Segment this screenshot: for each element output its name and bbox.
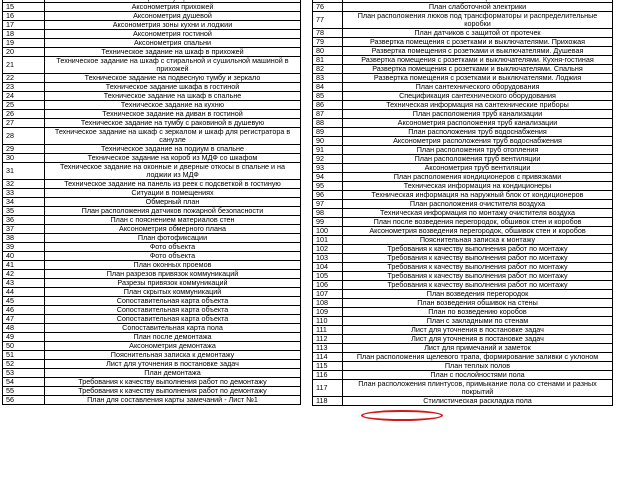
table-row: [313, 272, 613, 281]
sheet-number-cell: 115: [313, 362, 343, 371]
sheet-number-cell: 91: [313, 146, 343, 155]
sheet-number-cell: 49: [3, 333, 45, 342]
sheet-title-cell: Техническое задание на шкаф с зеркалом и шкаф для регистратора в санузле: [45, 128, 301, 145]
sheet-title-cell: План после демонтажа: [45, 333, 301, 342]
sheet-title-cell: План расположения труб водоснабжения: [343, 128, 613, 137]
sheet-number-cell: 18: [3, 30, 45, 39]
table-row: [3, 252, 301, 261]
sheet-number-cell: 38: [3, 234, 45, 243]
sheet-title-cell: План расположения плинтусов, примыкание пола со стенами и разных покрытий: [343, 380, 613, 397]
table-row: [313, 182, 613, 191]
sheet-title-cell: План возведения перегородок: [343, 290, 613, 299]
table-row: [313, 218, 613, 227]
table-row: [3, 39, 301, 48]
table-row: [3, 74, 301, 83]
sheet-number-cell: 82: [313, 65, 343, 74]
sheet-number-cell: 17: [3, 21, 45, 30]
sheet-title-cell: Техническое задание на диван в гостиной: [45, 110, 301, 119]
sheet-number-cell: 22: [3, 74, 45, 83]
sheet-number-cell: 39: [3, 243, 45, 252]
sheet-title-cell: Лист для уточнения в постановке задач: [343, 335, 613, 344]
table-row: [313, 227, 613, 236]
sheet-number-cell: 40: [3, 252, 45, 261]
sheet-number-cell: 105: [313, 272, 343, 281]
table-row: [313, 335, 613, 344]
sheet-number-cell: 54: [3, 378, 45, 387]
sheet-title-cell: Аксонометрия зоны кухни и лоджии: [45, 21, 301, 30]
table-row: [3, 12, 301, 21]
sheet-title-cell: Техническая информация на кондиционеры: [343, 182, 613, 191]
sheet-title-cell: План теплых полов: [343, 362, 613, 371]
sheet-title-cell: Аксонометрия труб вентиляции: [343, 164, 613, 173]
sheet-number-cell: 77: [313, 12, 343, 29]
table-row: [3, 145, 301, 154]
sheet-number-cell: 106: [313, 281, 343, 290]
table-row: [3, 360, 301, 369]
sheet-title-cell: Техническое задание на панель из реек с подсветкой в гостиную: [45, 180, 301, 189]
sheet-title-cell: Пояснительная записка к монтажу: [343, 236, 613, 245]
sheet-number-cell: 112: [313, 335, 343, 344]
sheet-number-cell: 97: [313, 200, 343, 209]
table-row: [3, 369, 301, 378]
table-row: [313, 74, 613, 83]
sheet-number-cell: 80: [313, 47, 343, 56]
table-row: [3, 48, 301, 57]
sheet-number-cell: 52: [3, 360, 45, 369]
sheet-number-cell: 98: [313, 209, 343, 218]
sheet-number-cell: 87: [313, 110, 343, 119]
sheet-number-cell: 110: [313, 317, 343, 326]
sheet-title-cell: Техническое задание на шкаф в прихожей: [45, 48, 301, 57]
sheet-title-cell: Стилистическая раскладка пола: [343, 397, 613, 406]
sheet-number-cell: 113: [313, 344, 343, 353]
table-row: [313, 281, 613, 290]
table-row: [3, 315, 301, 324]
sheet-number-cell: 50: [3, 342, 45, 351]
table-row: [3, 216, 301, 225]
sheet-number-cell: 108: [313, 299, 343, 308]
sheet-title-cell: План расположения люков под трансформаторы и распределительные коробки: [343, 12, 613, 29]
sheet-number-cell: 104: [313, 263, 343, 272]
table-row: [313, 397, 613, 406]
table-row: [313, 317, 613, 326]
sheet-title-cell: Аксонометрия расположения труб водоснабжения: [343, 137, 613, 146]
sheet-title-cell: План оконных проемов: [45, 261, 301, 270]
table-row: [313, 29, 613, 38]
table-row: [313, 353, 613, 362]
sheet-title-cell: План расположения кондиционеров с привязками: [343, 173, 613, 182]
table-row: [313, 371, 613, 380]
sheet-number-cell: 116: [313, 371, 343, 380]
sheet-title-cell: Аксонометрия расположения труб канализации: [343, 119, 613, 128]
table-row: [3, 21, 301, 30]
sheet-title-cell: Развертка помещения с розетками и выключателями. Кухня-гостиная: [343, 56, 613, 65]
right-schedule-column: [312, 0, 613, 406]
sheet-number-cell: 101: [313, 236, 343, 245]
table-row: [313, 308, 613, 317]
sheet-number-cell: 32: [3, 180, 45, 189]
table-row: [3, 396, 301, 405]
sheet-title-cell: Лист для уточнения в постановке задач: [45, 360, 301, 369]
table-row: [313, 299, 613, 308]
sheet-title-cell: Требования к качеству выполнения работ по монтажу: [343, 281, 613, 290]
table-row: [3, 234, 301, 243]
sheet-title-cell: Развертка помещения с розетками и выключателями. Спальня: [343, 65, 613, 74]
sheet-title-cell: Фото объекта: [45, 252, 301, 261]
sheet-title-cell: Развертка помещения с розетками и выключателями. Прихожая: [343, 38, 613, 47]
table-row: [3, 92, 301, 101]
sheet-number-cell: 51: [3, 351, 45, 360]
sheet-title-cell: Техническое задание на подвесную тумбу и зеркало: [45, 74, 301, 83]
sheet-number-cell: 24: [3, 92, 45, 101]
sheet-number-cell: 37: [3, 225, 45, 234]
drawing-list-table-right: [312, 0, 613, 406]
table-row: [313, 12, 613, 29]
sheet-number-cell: 23: [3, 83, 45, 92]
table-row: [313, 92, 613, 101]
table-row: [313, 326, 613, 335]
sheet-title-cell: Техническое задание на подиум в спальне: [45, 145, 301, 154]
sheet-title-cell: Развертка помещения с розетками и выключателями. Лоджия: [343, 74, 613, 83]
sheet-number-cell: 79: [313, 38, 343, 47]
table-row: [3, 154, 301, 163]
table-row: [313, 200, 613, 209]
table-row: [3, 225, 301, 234]
sheet-number-cell: 99: [313, 218, 343, 227]
sheet-title-cell: План демонтажа: [45, 369, 301, 378]
sheet-title-cell: Лист для примечаний и заметок: [343, 344, 613, 353]
sheet-number-cell: 56: [3, 396, 45, 405]
table-row: [3, 163, 301, 180]
sheet-title-cell: План расположения щелевого трапа, формирование заливки с уклоном: [343, 353, 613, 362]
sheet-number-cell: 33: [3, 189, 45, 198]
sheet-number-cell: 36: [3, 216, 45, 225]
sheet-title-cell: Требования к качеству выполнения работ по монтажу: [343, 245, 613, 254]
sheet-number-cell: 45: [3, 297, 45, 306]
sheet-title-cell: Сопоставительная карта пола: [45, 324, 301, 333]
sheet-number-cell: 102: [313, 245, 343, 254]
sheet-number-cell: 92: [313, 155, 343, 164]
sheet-title-cell: Техническое задание на короб из МДФ со шкафом: [45, 154, 301, 163]
sheet-number-cell: 94: [313, 173, 343, 182]
sheet-number-cell: 43: [3, 279, 45, 288]
sheet-number-cell: 28: [3, 128, 45, 145]
table-row: [3, 30, 301, 39]
sheet-number-cell: 96: [313, 191, 343, 200]
sheet-number-cell: 76: [313, 3, 343, 12]
table-row: [3, 297, 301, 306]
table-row: [3, 128, 301, 145]
sheet-title-cell: Техническое задание шкафа в гостиной: [45, 83, 301, 92]
table-row: [313, 83, 613, 92]
table-row: [3, 83, 301, 92]
sheet-number-cell: 100: [313, 227, 343, 236]
sheet-number-cell: 44: [3, 288, 45, 297]
sheet-number-cell: 48: [3, 324, 45, 333]
table-row: [313, 65, 613, 74]
sheet-number-cell: 85: [313, 92, 343, 101]
sheet-title-cell: Сопоставительная карта объекта: [45, 315, 301, 324]
sheet-number-cell: 30: [3, 154, 45, 163]
table-row: [3, 306, 301, 315]
table-row: [3, 110, 301, 119]
table-row: [313, 173, 613, 182]
sheet-number-cell: 25: [3, 101, 45, 110]
sheet-title-cell: Аксонометрия спальни: [45, 39, 301, 48]
table-row: [3, 180, 301, 189]
sheet-number-cell: 86: [313, 101, 343, 110]
sheet-number-cell: 16: [3, 12, 45, 21]
sheet-title-cell: Аксонометрия возведения перегородок, обшивок стен и коробов: [343, 227, 613, 236]
sheet-title-cell: Сопоставительная карта объекта: [45, 297, 301, 306]
sheet-number-cell: 103: [313, 254, 343, 263]
sheet-title-cell: План для составления карты замечаний - Лист №1: [45, 396, 301, 405]
sheet-title-cell: План с закладными по стенам: [343, 317, 613, 326]
sheet-title-cell: Требования к качеству выполнения работ по монтажу: [343, 254, 613, 263]
sheet-title-cell: Ситуации в помещениях: [45, 189, 301, 198]
sheet-title-cell: Требования к качеству выполнения работ по монтажу: [343, 263, 613, 272]
table-row: [3, 101, 301, 110]
sheet-title-cell: Аксонометрия прихожей: [45, 3, 301, 12]
table-row: [3, 342, 301, 351]
sheet-title-cell: Обмерный план: [45, 198, 301, 207]
sheet-title-cell: Техническое задание на шкаф с стиральной и сушильной машиной в прихожей: [45, 57, 301, 74]
sheet-title-cell: Требования к качеству выполнения работ по демонтажу: [45, 378, 301, 387]
table-row: [3, 351, 301, 360]
sheet-number-cell: 26: [3, 110, 45, 119]
table-row: [313, 254, 613, 263]
sheet-number-cell: 111: [313, 326, 343, 335]
sheet-title-cell: Техническое задание на оконные и дверные откосы в спальне и на лоджии из МДФ: [45, 163, 301, 180]
table-row: [313, 362, 613, 371]
drawing-list-table-left: [2, 0, 301, 405]
sheet-number-cell: 93: [313, 164, 343, 173]
table-row: [313, 110, 613, 119]
sheet-number-cell: 114: [313, 353, 343, 362]
sheet-title-cell: Спецификация сантехнического оборудования: [343, 92, 613, 101]
table-row: [313, 191, 613, 200]
table-row: [3, 198, 301, 207]
sheet-title-cell: Техническое задание на шкаф в спальне: [45, 92, 301, 101]
table-row: [3, 324, 301, 333]
table-row: [313, 236, 613, 245]
sheet-title-cell: План слаботочной электрики: [343, 3, 613, 12]
sheet-title-cell: Требования к качеству выполнения работ по монтажу: [343, 272, 613, 281]
sheet-number-cell: 41: [3, 261, 45, 270]
table-row: [313, 263, 613, 272]
table-row: [3, 279, 301, 288]
table-row: [313, 128, 613, 137]
sheet-number-cell: 47: [3, 315, 45, 324]
sheet-title-cell: Техническая информация по монтажу очистителя воздуха: [343, 209, 613, 218]
table-row: [313, 56, 613, 65]
sheet-title-cell: План после возведения перегородок, обшивок стен и коробов: [343, 218, 613, 227]
table-row: [313, 290, 613, 299]
sheet-title-cell: Техническое задание на кухню: [45, 101, 301, 110]
sheet-number-cell: 19: [3, 39, 45, 48]
sheet-title-cell: План расположения труб отопления: [343, 146, 613, 155]
table-row: [3, 57, 301, 74]
sheet-number-cell: 15: [3, 3, 45, 12]
sheet-number-cell: 88: [313, 119, 343, 128]
sheet-number-cell: 55: [3, 387, 45, 396]
sheet-number-cell: 29: [3, 145, 45, 154]
table-row: [3, 378, 301, 387]
sheet-title-cell: План датчиков с защитой от протечек: [343, 29, 613, 38]
sheet-title-cell: План сантехнического оборудования: [343, 83, 613, 92]
sheet-number-cell: 109: [313, 308, 343, 317]
sheet-title-cell: Сопоставительная карта объекта: [45, 306, 301, 315]
sheet-number-cell: 81: [313, 56, 343, 65]
table-row: [3, 189, 301, 198]
sheet-title-cell: План расположения труб вентиляции: [343, 155, 613, 164]
sheet-number-cell: 95: [313, 182, 343, 191]
sheet-title-cell: План разрезов привязок коммуникаций: [45, 270, 301, 279]
table-row: [3, 270, 301, 279]
table-row: [313, 119, 613, 128]
left-schedule-column: [2, 0, 301, 405]
table-row: [313, 245, 613, 254]
sheet-number-cell: 117: [313, 380, 343, 397]
table-row: [3, 387, 301, 396]
table-row: [313, 164, 613, 173]
sheet-number-cell: 31: [3, 163, 45, 180]
sheet-number-cell: 83: [313, 74, 343, 83]
sheet-title-cell: План фотофиксации: [45, 234, 301, 243]
sheet-title-cell: Лист для уточнения в постановке задач: [343, 326, 613, 335]
table-row: [3, 119, 301, 128]
sheet-title-cell: Пояснительная записка к демонтажу: [45, 351, 301, 360]
sheet-number-cell: 42: [3, 270, 45, 279]
sheet-title-cell: Аксонометрия обмерного плана: [45, 225, 301, 234]
sheet-number-cell: 118: [313, 397, 343, 406]
table-row: [3, 243, 301, 252]
sheet-number-cell: 90: [313, 137, 343, 146]
table-row: [313, 47, 613, 56]
table-row: [313, 146, 613, 155]
table-row: [3, 288, 301, 297]
sheet-title-cell: План расположения датчиков пожарной безопасности: [45, 207, 301, 216]
sheet-title-cell: План по возведению коробов: [343, 308, 613, 317]
table-row: [313, 380, 613, 397]
table-row: [313, 3, 613, 12]
sheet-title-cell: План скрытых коммуникаций: [45, 288, 301, 297]
sheet-number-cell: 78: [313, 29, 343, 38]
sheet-title-cell: Требования к качеству выполнения работ по демонтажу: [45, 387, 301, 396]
sheet-number-cell: 35: [3, 207, 45, 216]
sheet-title-cell: План расположения очистителя воздуха: [343, 200, 613, 209]
sheet-title-cell: Аксонометрия гостиной: [45, 30, 301, 39]
table-row: [3, 207, 301, 216]
sheet-title-cell: Техническое задание на тумбу с раковиной в душевую: [45, 119, 301, 128]
sheet-number-cell: 84: [313, 83, 343, 92]
sheet-title-cell: Техническая информация на сантехнические приборы: [343, 101, 613, 110]
sheet-number-cell: 21: [3, 57, 45, 74]
sheet-title-cell: Разрезы привязок коммуникаций: [45, 279, 301, 288]
sheet-title-cell: План возведения обшивок на стены: [343, 299, 613, 308]
sheet-title-cell: Аксонометрия душевой: [45, 12, 301, 21]
sheet-title-cell: Развертка помещения с розетками и выключателями. Душевая: [343, 47, 613, 56]
red-highlight-oval: [361, 410, 443, 421]
table-row: [313, 344, 613, 353]
table-row: [313, 137, 613, 146]
sheet-number-cell: 89: [313, 128, 343, 137]
sheet-title-cell: Аксонометрия демонтажа: [45, 342, 301, 351]
table-row: [313, 209, 613, 218]
table-row: [313, 38, 613, 47]
sheet-number-cell: 34: [3, 198, 45, 207]
sheet-number-cell: 107: [313, 290, 343, 299]
sheet-title-cell: План расположения труб канализации: [343, 110, 613, 119]
sheet-number-cell: 20: [3, 48, 45, 57]
sheet-title-cell: План с послойностями пола: [343, 371, 613, 380]
table-row: [313, 101, 613, 110]
sheet-number-cell: 27: [3, 119, 45, 128]
sheet-title-cell: Фото объекта: [45, 243, 301, 252]
sheet-title-cell: План с пояснением материалов стен: [45, 216, 301, 225]
table-row: [3, 3, 301, 12]
sheet-number-cell: 46: [3, 306, 45, 315]
table-row: [3, 333, 301, 342]
sheet-title-cell: Техническая информация на наружный блок от кондиционеров: [343, 191, 613, 200]
table-row: [3, 261, 301, 270]
sheet-number-cell: 53: [3, 369, 45, 378]
table-row: [313, 155, 613, 164]
